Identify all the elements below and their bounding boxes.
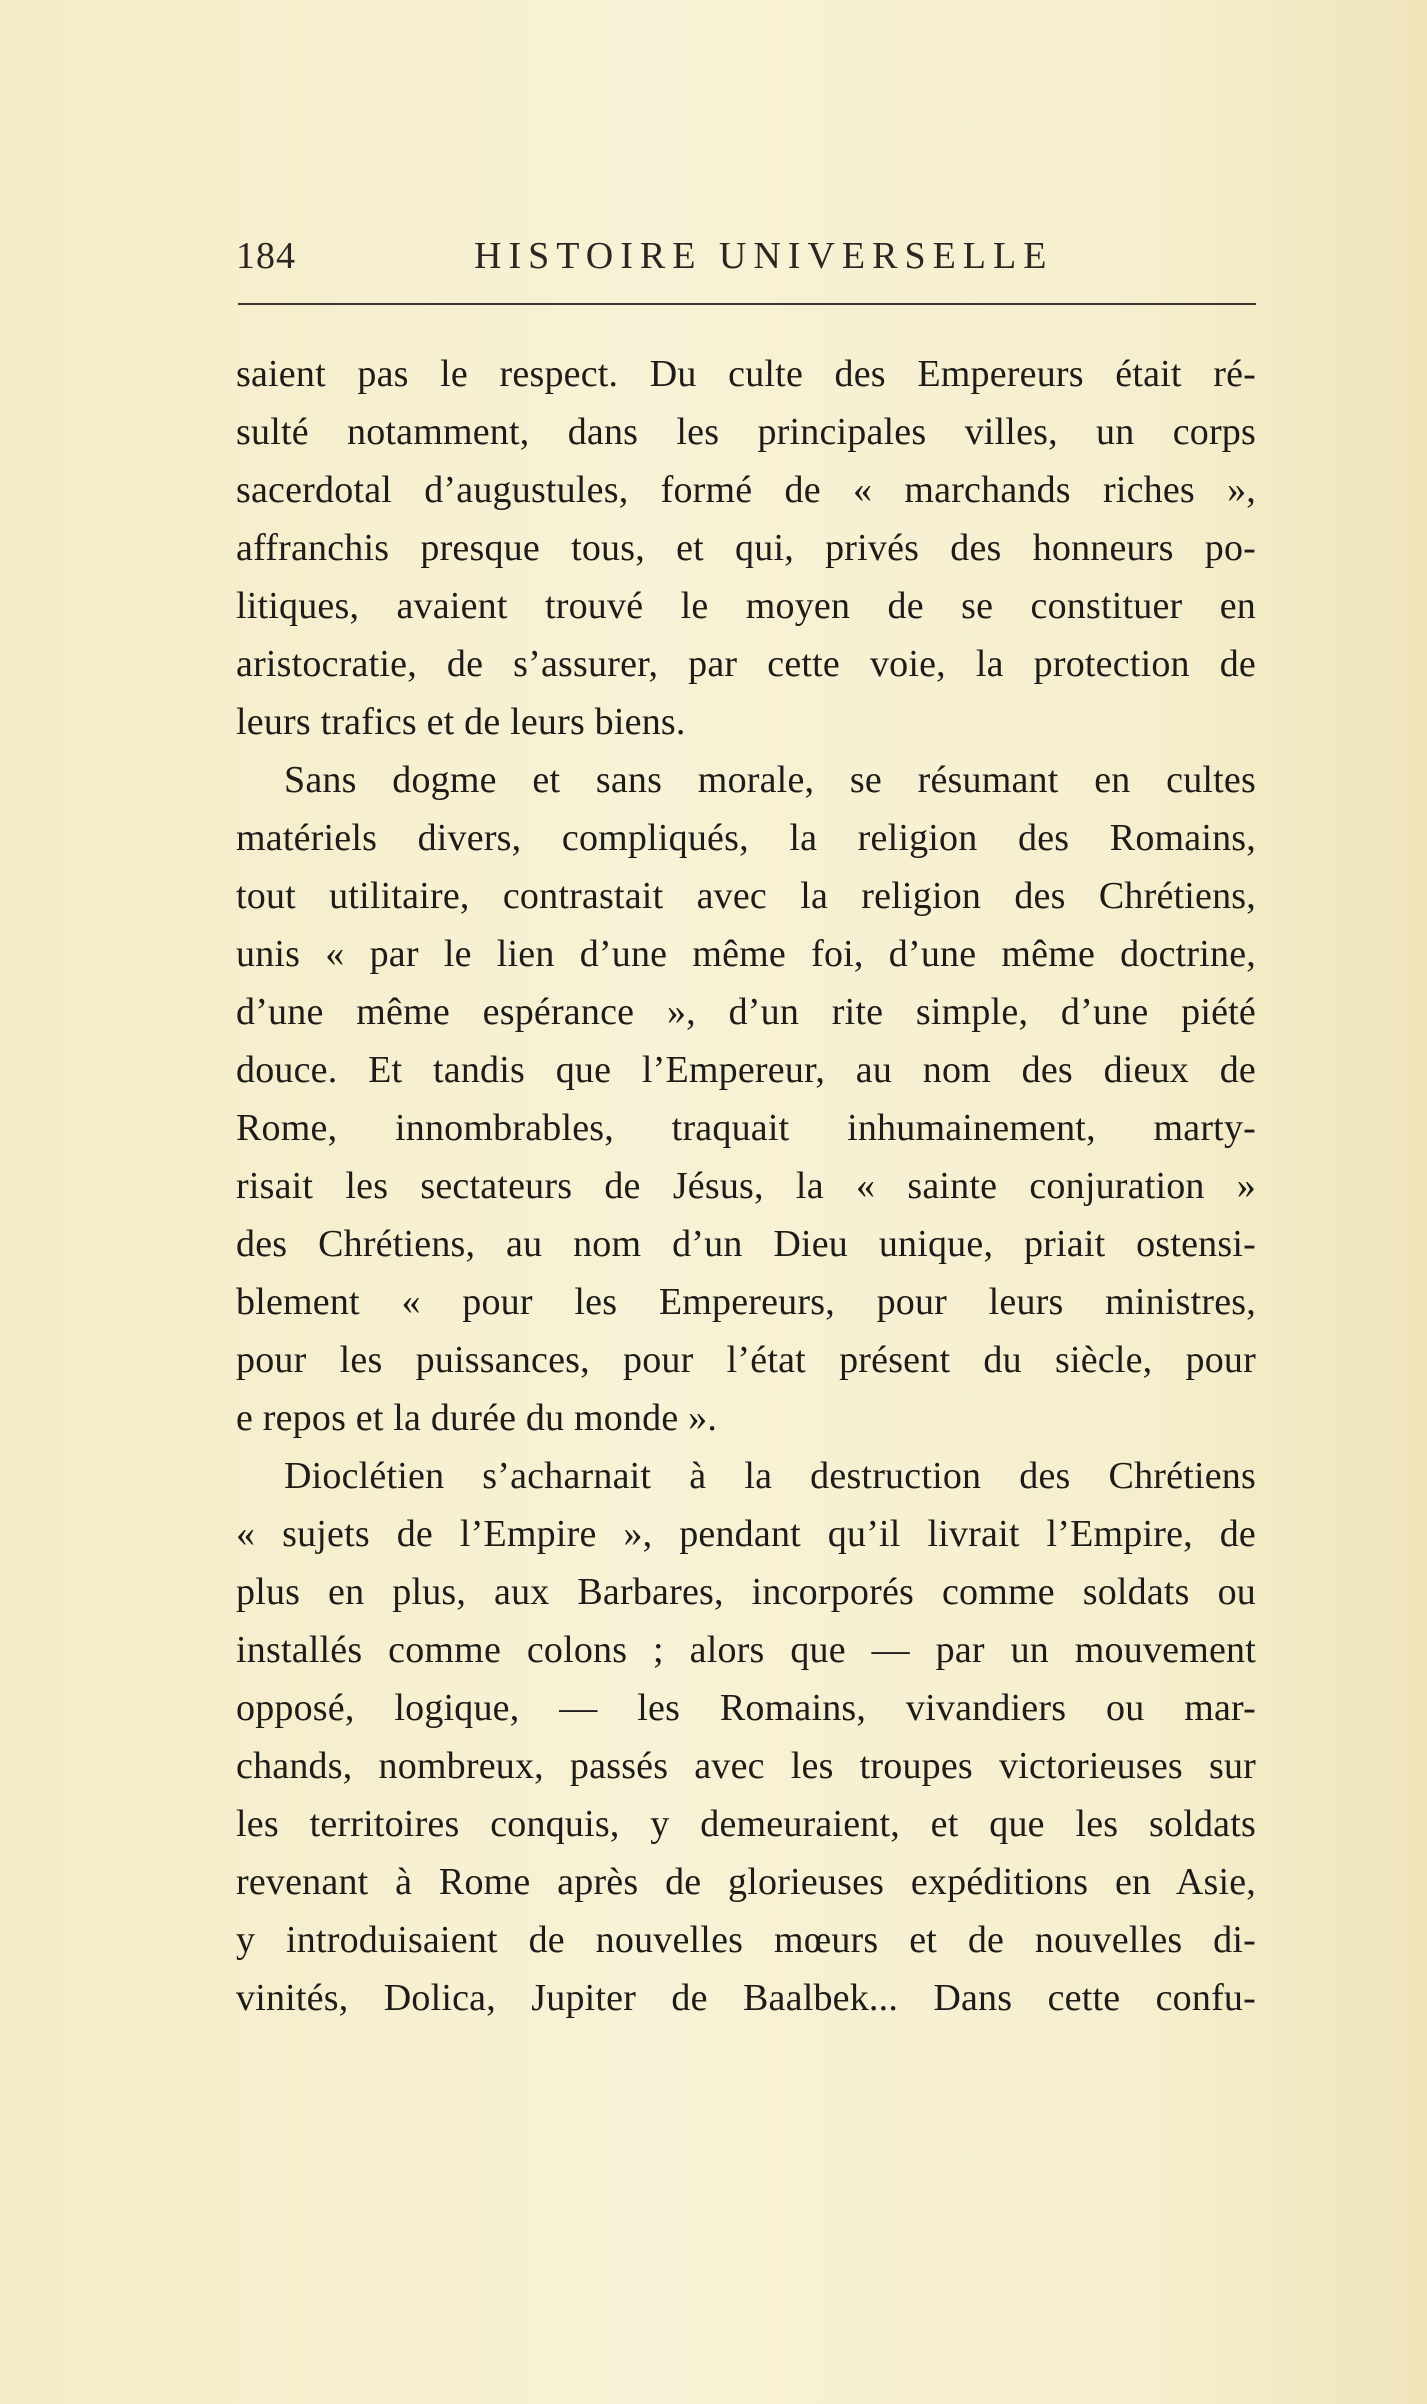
text-line: Dioclétien s’acharnait à la destruction des Chrétiens	[284, 1455, 1256, 1497]
text-line: litiques, avaient trouvé le moyen de se constituer en	[236, 585, 1256, 627]
text-line: sacerdotal d’augustules, formé de « marchands riches »,	[236, 469, 1256, 511]
text-line: affranchis presque tous, et qui, privés des honneurs po-	[236, 527, 1256, 569]
text-line: chands, nombreux, passés avec les troupes victorieuses sur	[236, 1745, 1256, 1787]
text-line: y introduisaient de nouvelles mœurs et de nouvelles di-	[236, 1919, 1256, 1961]
text-line: Sans dogme et sans morale, se résumant en cultes	[284, 759, 1256, 801]
text-line: des Chrétiens, au nom d’un Dieu unique, priait ostensi-	[236, 1223, 1256, 1265]
running-title: HISTOIRE UNIVERSELLE	[474, 235, 1054, 277]
header-rule	[238, 303, 1256, 305]
text-line: Rome, innombrables, traquait inhumainement, marty-	[236, 1107, 1256, 1149]
running-head	[236, 226, 1256, 286]
text-line: unis « par le lien d’une même foi, d’une même doctrine,	[236, 933, 1256, 975]
text-line: e repos et la durée du monde ».	[236, 1397, 718, 1439]
text-line: vinités, Dolica, Jupiter de Baalbek... Dans cette confu-	[236, 1977, 1256, 2019]
text-line: installés comme colons ; alors que — par un mouvement	[236, 1629, 1256, 1671]
text-line: douce. Et tandis que l’Empereur, au nom des dieux de	[236, 1049, 1256, 1091]
text-line: les territoires conquis, y demeuraient, et que les soldats	[236, 1803, 1256, 1845]
text-line: saient pas le respect. Du culte des Empereurs était ré-	[236, 353, 1256, 395]
text-line: pour les puissances, pour l’état présent du siècle, pour	[236, 1339, 1256, 1381]
text-line: aristocratie, de s’assurer, par cette voie, la protection de	[236, 643, 1256, 685]
text-line: matériels divers, compliqués, la religion des Romains,	[236, 817, 1256, 859]
text-line: revenant à Rome après de glorieuses expéditions en Asie,	[236, 1861, 1256, 1903]
text-line: « sujets de l’Empire », pendant qu’il livrait l’Empire, de	[236, 1513, 1256, 1555]
text-line: leurs trafics et de leurs biens.	[236, 701, 686, 743]
text-line: blement « pour les Empereurs, pour leurs ministres,	[236, 1281, 1256, 1323]
body-text	[236, 345, 1256, 2027]
text-line: risait les sectateurs de Jésus, la « sainte conjuration »	[236, 1165, 1256, 1207]
text-line: opposé, logique, — les Romains, vivandiers ou mar-	[236, 1687, 1256, 1729]
text-line: sulté notamment, dans les principales villes, un corps	[236, 411, 1256, 453]
text-line: tout utilitaire, contrastait avec la religion des Chrétiens,	[236, 875, 1256, 917]
page-number: 184	[236, 235, 296, 277]
text-line: plus en plus, aux Barbares, incorporés comme soldats ou	[236, 1571, 1256, 1613]
text-line: d’une même espérance », d’un rite simple, d’une piété	[236, 991, 1256, 1033]
